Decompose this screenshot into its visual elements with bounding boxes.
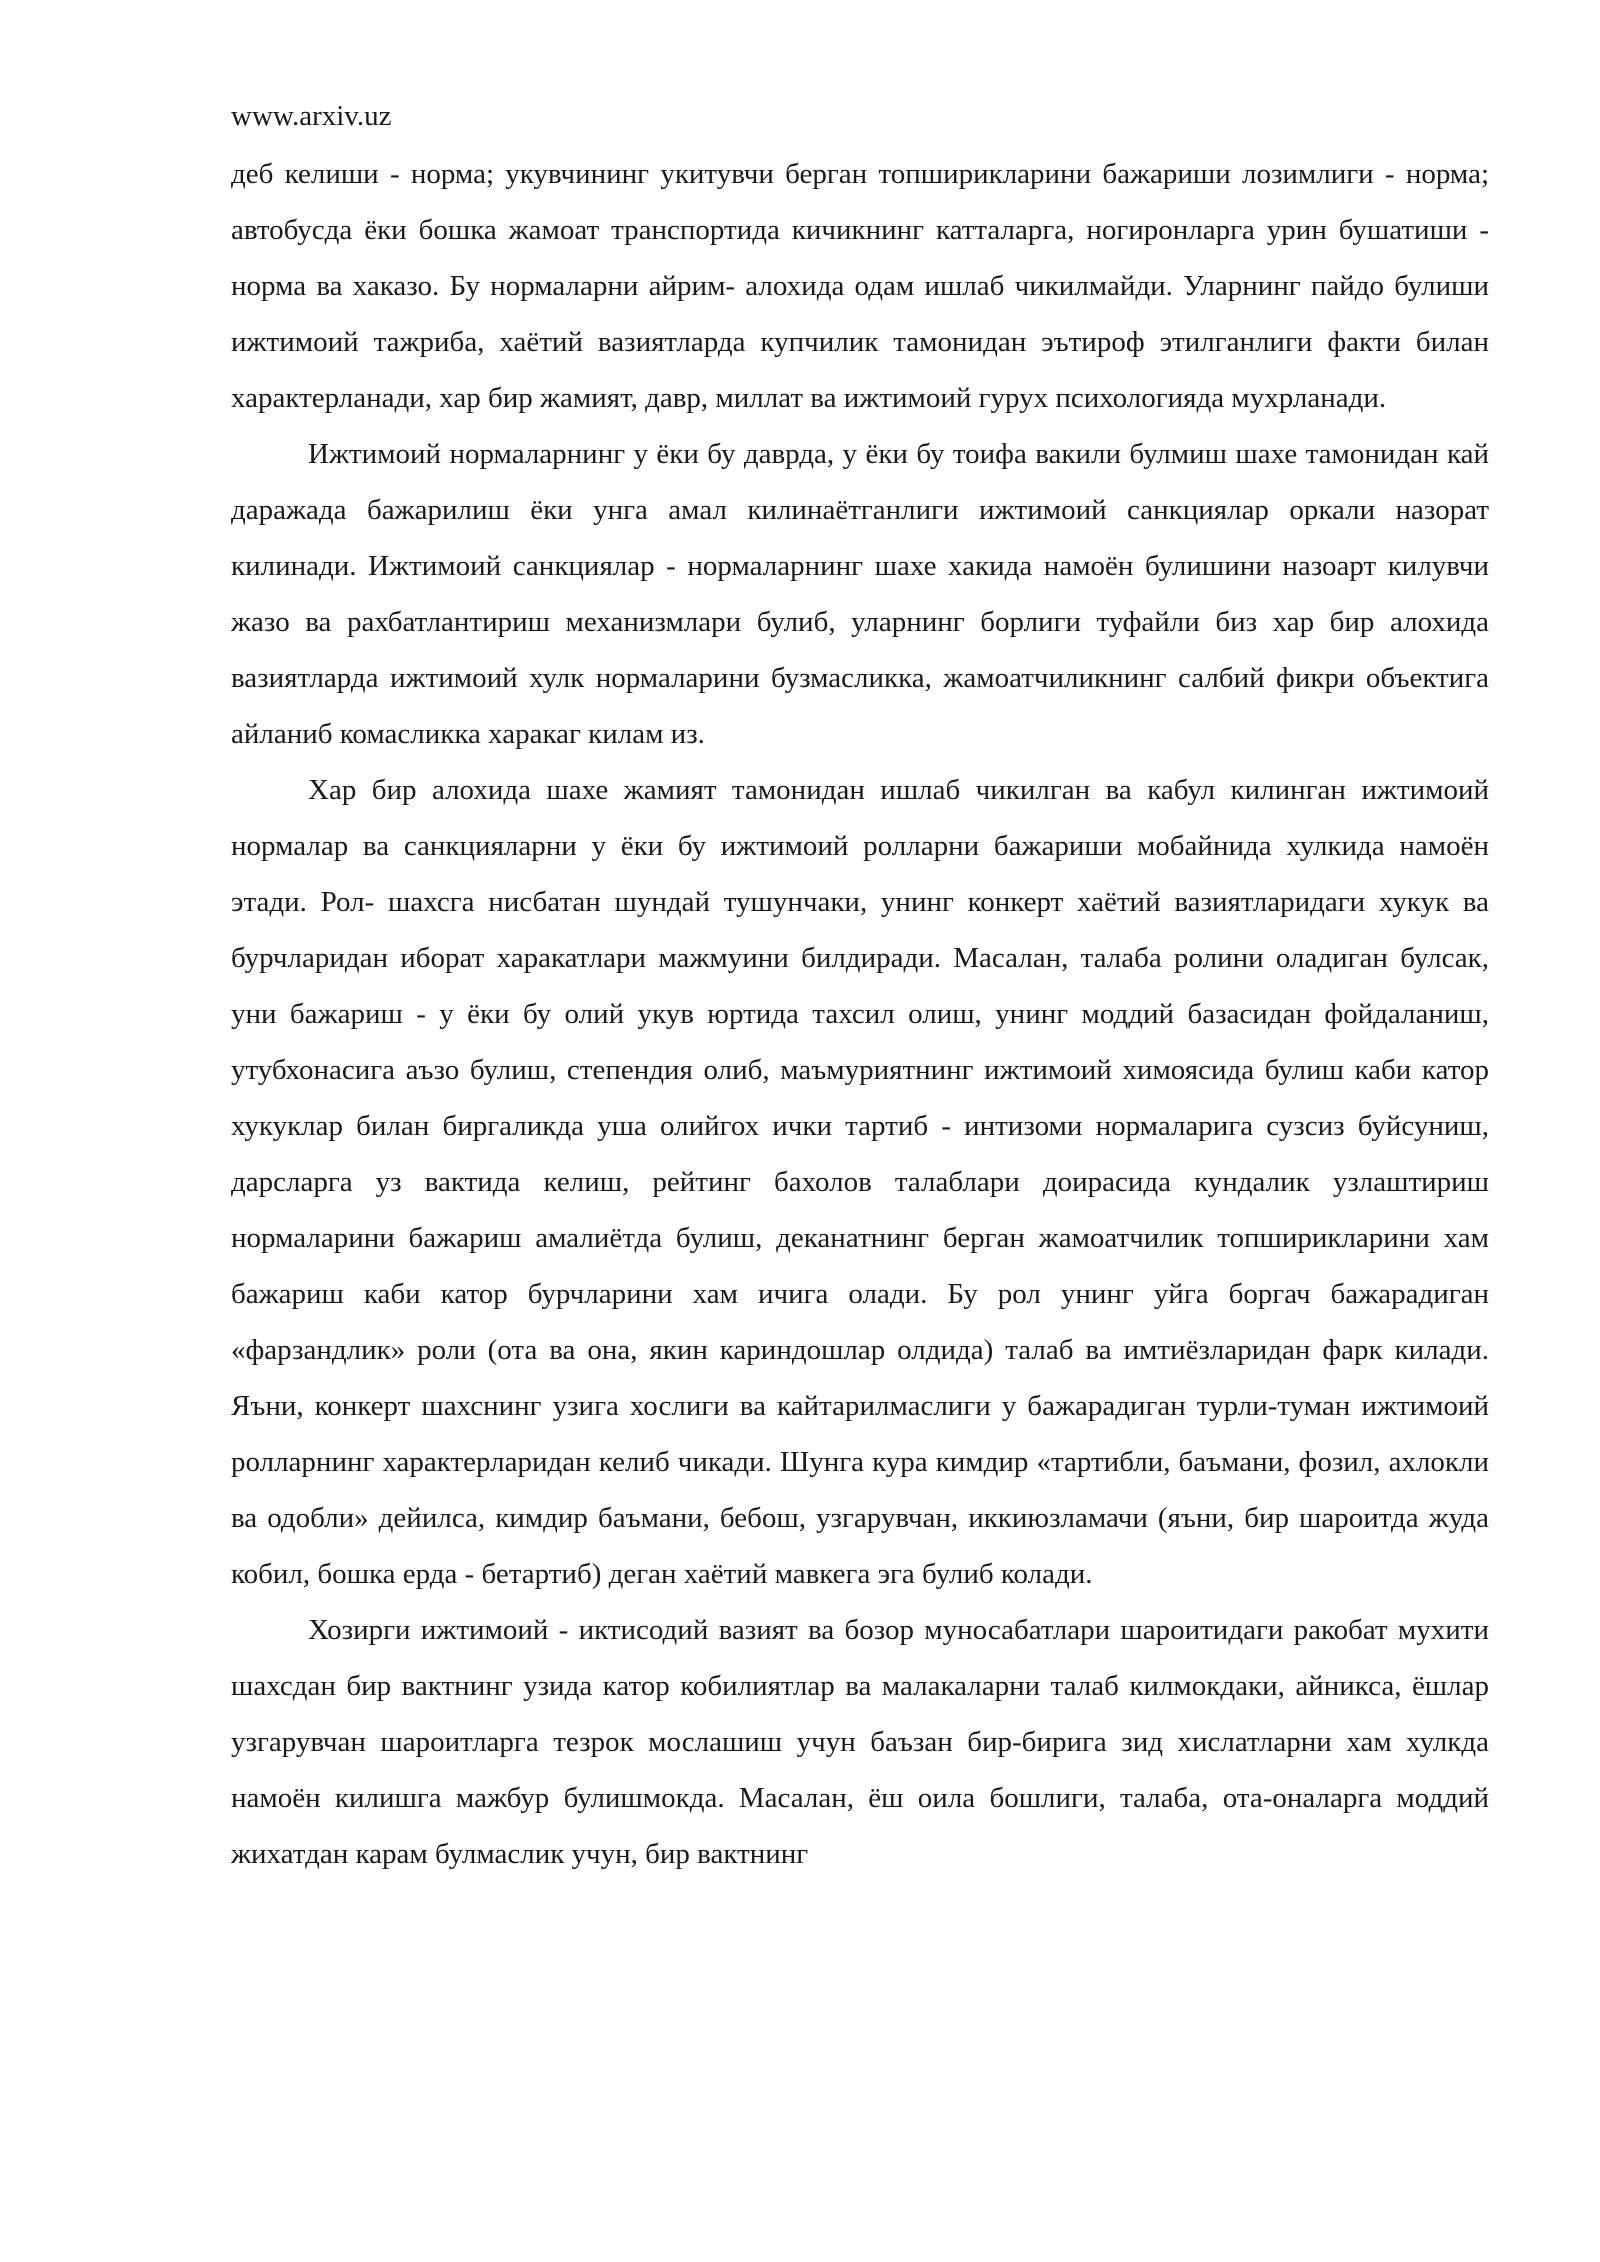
paragraph-3: Хар бир алохида шахе жамият тамонидан ишлаб чикилган ва кабул килинган ижтимоий нормалар ва санкцияларни у ёки бу ижтимоий ролларни бажариши мобайнида хулкида намоён этади. Рол- шахсга нисбатан шундай тушунчаки, унинг конкерт хаётий вазиятларидаги хукук ва бурчларидан иборат харакатлари мажмуини билдиради. Масалан, талаба ролини оладиган булсак, уни бажариш - у ёки бу олий укув юртида тахсил олиш, унинг моддий базасидан фойдаланиш, утубхонасига аъзо булиш, степендия олиб, маъмуриятнинг ижтимоий химоясида булиш каби катор хукуклар билан биргаликда уша олийгох ички тартиб - интизоми нормаларига сузсиз буйсуниш, дарсларга уз вактида келиш, рейтинг бахолов талаблари доирасида кундалик узлаштириш нормаларини бажариш амалиётда булиш, деканатнинг берган жамоатчилик топширикларини хам бажариш каби катор бурчларини хам ичига олади. Бу рол унинг уйга боргач бажарадиган «фарзандлик» роли (ота ва она, якин кариндошлар олдида) талаб ва имтиёзларидан фарк килади. Яъни, конкерт шахснинг узига хослиги ва кайтарилмаслиги у бажарадиган турли-туман ижтимоий ролларнинг характерларидан келиб чикади. Шунга кура кимдир «тартибли, баъмани, фозил, ахлокли ва одобли» дейилса, кимдир баъмани, бебош, узгарувчан, иккиюзламачи (яъни, бир шароитда жуда кобил, бошка ерда - бетартиб) деган хаётий мавкега эга булиб колади. <box>231 774 1489 1590</box>
page-header-site: www.arxiv.uz <box>231 100 392 132</box>
document-body <box>231 146 1489 1882</box>
paragraph-2: Ижтимоий нормаларнинг у ёки бу даврда, у ёки бу тоифа вакили булмиш шахе тамонидан кай даражада бажарилиш ёки унга амал килинаётганлиги ижтимоий санкциялар оркали назорат килинади. Ижтимоий санкциялар - нормаларнинг шахе хакида намоён булишини назоарт килувчи жазо ва рахбатлантириш механизмлари булиб, уларнинг борлиги туфайли биз хар бир алохида вазиятларда ижтимоий хулк нормаларини бузмасликка, жамоатчиликнинг салбий фикри объектига айланиб комасликка харакаг килам из. <box>231 438 1489 750</box>
paragraph-1: деб келиши - норма; укувчининг укитувчи берган топширикларини бажариши лозимлиги - норма; автобусда ёки бошка жамоат транспортида кичикнинг катталарга, ногиронларга урин бушатиши - норма ва хаказо. Бу нормаларни айрим- алохида одам ишлаб чикилмайди. Уларнинг пайдо булиши ижтимоий тажриба, хаётий вазиятларда купчилик тамонидан эътироф этилганлиги факти билан характерланади, хар бир жамият, давр, миллат ва ижтимоий гурух психологияда мухрланади. <box>231 158 1489 414</box>
paragraph-4: Хозирги ижтимоий - иктисодий вазият ва бозор муносабатлари шароитидаги ракобат мухити шахсдан бир вактнинг узида катор кобилиятлар ва малакаларни талаб килмокдаки, айникса, ёшлар узгарувчан шароитларга тезрок мослашиш учун баъзан бир-бирига зид хислатларни хам хулкда намоён килишга мажбур булишмокда. Масалан, ёш оила бошлиги, талаба, ота-оналарга моддий жихатдан карам булмаслик учун, бир вактнинг <box>231 1614 1489 1870</box>
